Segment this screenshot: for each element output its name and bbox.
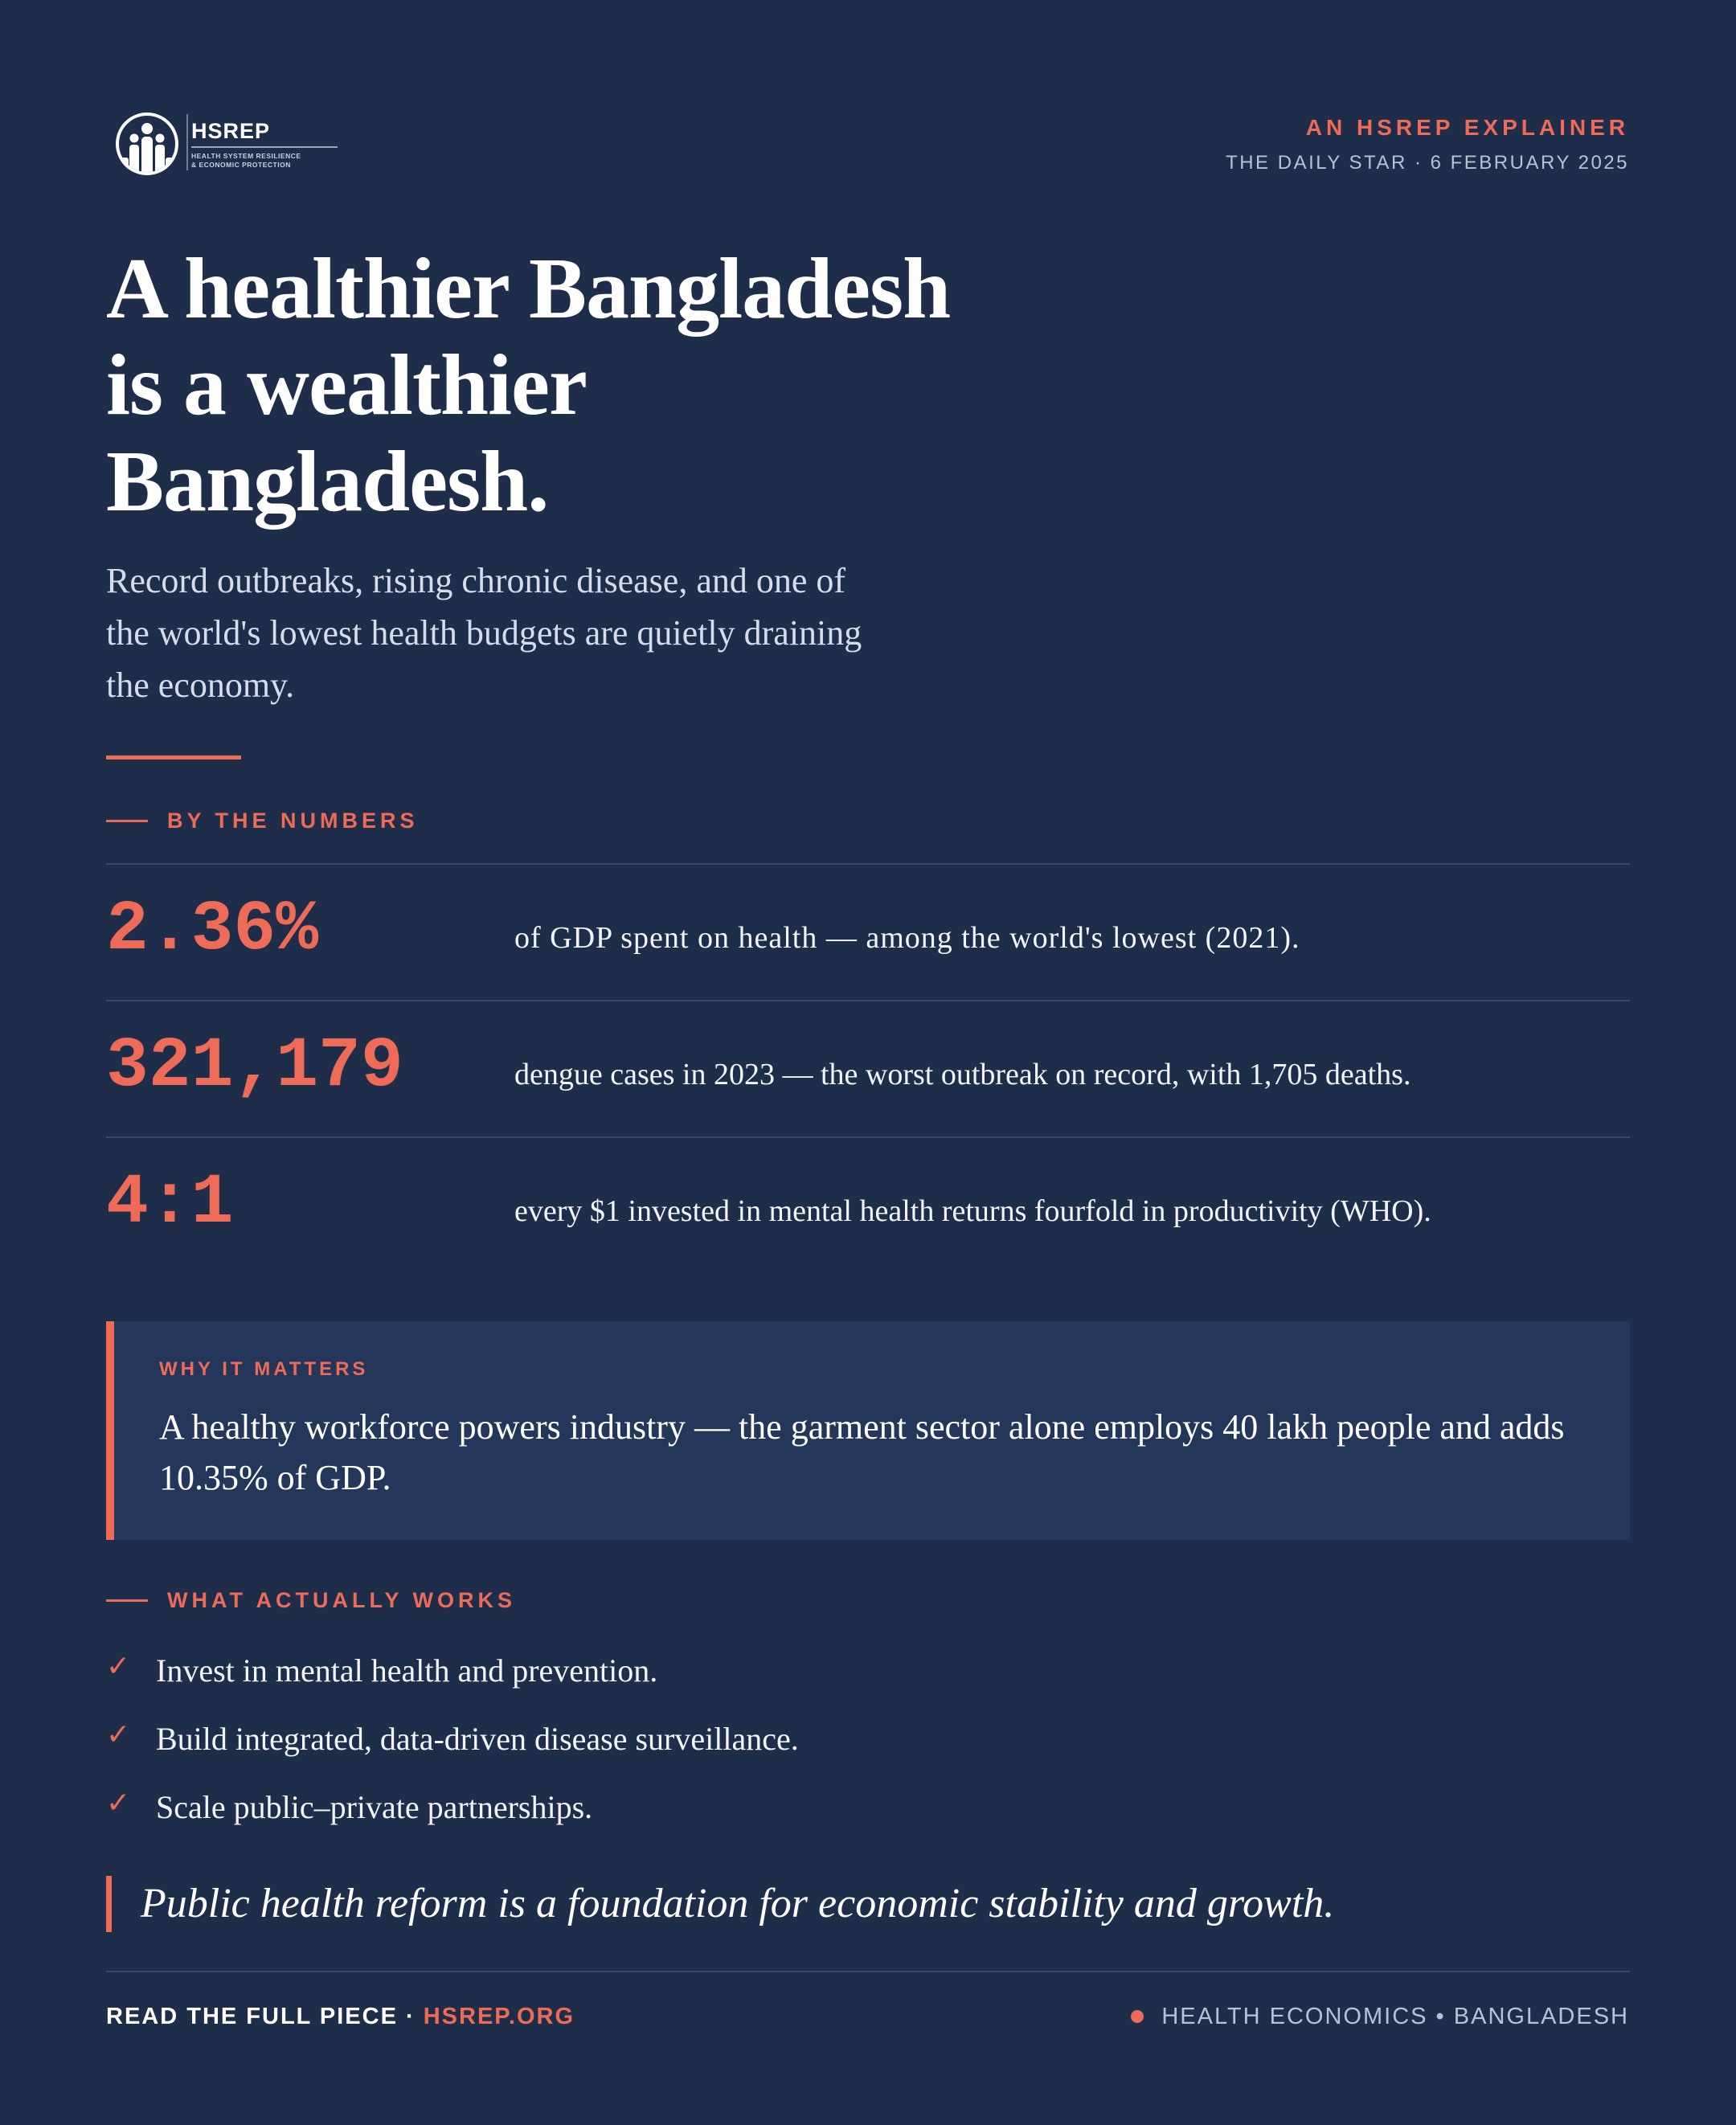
- kicker-source: THE DAILY STAR · 6 FEBRUARY 2025: [1226, 152, 1629, 174]
- brand-tagline-line1: HEALTH SYSTEM RESILIENCE: [191, 152, 301, 160]
- stat-row: [106, 863, 1630, 1000]
- callout-label: WHY IT MATTERS: [159, 1358, 369, 1380]
- stat-text: every $1 invested in mental health returns fourfold in productivity (WHO).: [514, 1194, 1431, 1228]
- list-item: [106, 1773, 799, 1841]
- section-label-text: WHAT ACTUALLY WORKS: [167, 1588, 516, 1612]
- kicker: [1226, 114, 1629, 175]
- section-label-text: BY THE NUMBERS: [167, 809, 419, 833]
- list-item-text: Scale public–private partnerships.: [156, 1788, 593, 1825]
- what-works-list: [106, 1636, 799, 1841]
- checkmark-icon: ✓: [106, 1787, 131, 1820]
- list-item: [106, 1636, 799, 1705]
- pull-quote: Public health reform is a foundation for economic stability and growth.: [106, 1876, 1334, 1932]
- section-label-what-works: [106, 1588, 516, 1613]
- footer-link[interactable]: HSREP.ORG: [423, 2004, 575, 2029]
- list-item-text: Build integrated, data-driven disease surveillance.: [156, 1720, 799, 1757]
- section-dash: [106, 1599, 148, 1602]
- stat-row: [106, 1136, 1630, 1273]
- topic-dot-icon: [1131, 2010, 1144, 2023]
- section-label-numbers: [106, 809, 419, 833]
- dek-line3: the economy.: [106, 665, 295, 705]
- footer-cta-text: READ THE FULL PIECE ·: [106, 2004, 424, 2029]
- stat-text: dengue cases in 2023 — the worst outbreak on record, with 1,705 deaths.: [514, 1058, 1411, 1091]
- stats-list: [106, 863, 1630, 1273]
- list-item: [106, 1705, 799, 1773]
- brand-tagline-line2: & ECONOMIC PROTECTION: [191, 161, 291, 169]
- hsrep-logo: [114, 108, 338, 180]
- dek-line1: Record outbreaks, rising chronic disease, and one of: [106, 561, 846, 600]
- stat-value: 4:1: [106, 1164, 234, 1243]
- stat-value: 321,179: [106, 1027, 403, 1107]
- logo-rule: [191, 146, 338, 148]
- checkmark-icon: ✓: [106, 1718, 131, 1751]
- brand-name: HSREP: [191, 119, 271, 143]
- people-circle-icon: [114, 108, 180, 180]
- footer-topics-text: HEALTH ECONOMICS • BANGLADESH: [1161, 2004, 1629, 2029]
- logo-text: [191, 119, 338, 170]
- why-it-matters-callout: [106, 1321, 1630, 1540]
- stat-value: 2.36%: [106, 891, 319, 970]
- footer-topics: [1131, 2003, 1629, 2030]
- footer-rule: [106, 1971, 1630, 1972]
- list-item-text: Invest in mental health and prevention.: [156, 1652, 658, 1689]
- section-dash: [106, 820, 148, 822]
- headline-line1: A healthier Bangladesh: [106, 241, 951, 337]
- dek: [106, 555, 926, 711]
- headline-line2: is a wealthier: [106, 338, 587, 433]
- stat-row: [106, 1000, 1630, 1136]
- kicker-label: AN HSREP EXPLAINER: [1305, 115, 1629, 140]
- stat-text: of GDP spent on health — among the world's lowest (2021).: [514, 921, 1300, 955]
- callout-text: A healthy workforce powers industry — the garment sector alone employs 40 lakh people and adds 10.35% of GDP.: [159, 1407, 1565, 1497]
- footer-cta: [106, 2003, 575, 2030]
- checkmark-icon: ✓: [106, 1650, 131, 1683]
- headline: [106, 241, 1087, 530]
- headline-line3: Bangladesh.: [106, 434, 549, 530]
- logo-divider: [186, 114, 188, 170]
- dek-line2: the world's lowest health budgets are quietly draining: [106, 613, 862, 653]
- accent-rule: [106, 755, 241, 760]
